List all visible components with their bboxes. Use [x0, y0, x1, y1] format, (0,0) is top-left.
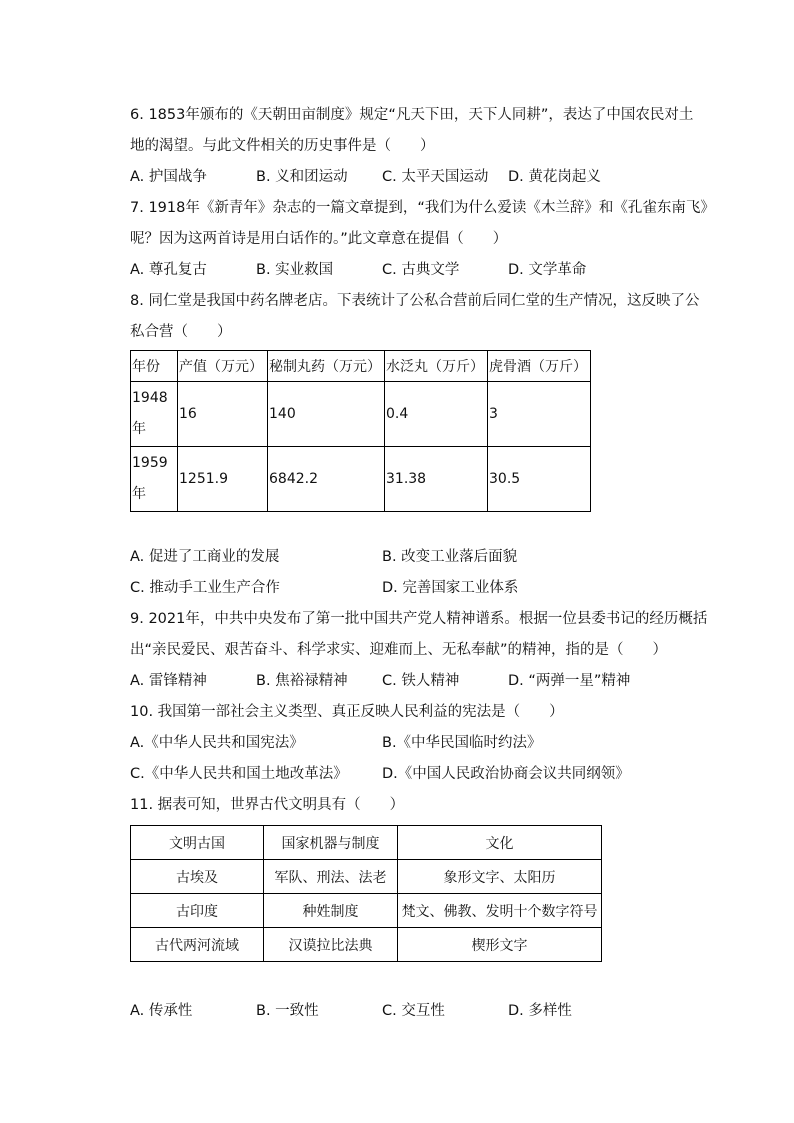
question-11: [130, 790, 690, 1027]
question-9: [130, 604, 708, 697]
option-a[interactable]: A. 护国战争: [130, 169, 207, 185]
year-cell: [131, 447, 178, 512]
table-row: [131, 860, 602, 894]
question-11-options: [130, 996, 690, 1027]
option-a[interactable]: A. 尊孔复古: [130, 262, 207, 278]
question-9-options: [130, 666, 690, 697]
question-7-text-line-2: 呢？因为这两首诗是用白话作的。”此文章意在提倡（ ）: [130, 231, 508, 247]
question-10-options-row-1: [130, 728, 690, 759]
header-cell: 年份: [131, 351, 178, 382]
table-header-row: [131, 351, 591, 382]
table-row: [131, 447, 591, 512]
header-cell: 国家机器与制度: [264, 826, 398, 860]
question-10-text: 10. 我国第一部社会主义类型、真正反映人民利益的宪法是（ ）: [130, 704, 564, 720]
option-d[interactable]: D. 完善国家工业体系: [382, 580, 519, 596]
option-a[interactable]: A. 传承性: [130, 1003, 193, 1019]
table-header-row: [131, 826, 602, 860]
option-a[interactable]: A. 雷锋精神: [130, 673, 207, 689]
table-cell: 0.4: [385, 382, 488, 447]
table-cell: 1251.9: [178, 447, 268, 512]
option-b[interactable]: B.《中华民国临时约法》: [382, 735, 542, 751]
header-cell: 水泛丸（万斤）: [385, 351, 488, 382]
question-6-text-line-2: 地的渴望。与此文件相关的历史事件是（ ）: [130, 138, 435, 154]
table-cell: 军队、刑法、法老: [264, 860, 398, 894]
option-b[interactable]: B. 改变工业落后面貌: [382, 549, 518, 565]
table-cell: 汉谟拉比法典: [264, 928, 398, 962]
question-7-options: [130, 255, 690, 286]
table-cell: 140: [268, 382, 385, 447]
option-d[interactable]: D. “两弹一星”精神: [508, 673, 631, 689]
table-cell: 楔形文字: [398, 928, 602, 962]
table-cell: 种姓制度: [264, 894, 398, 928]
header-cell: 产值（万元）: [178, 351, 268, 382]
exam-page: [130, 100, 715, 1027]
table-cell: 30.5: [488, 447, 591, 512]
table-row: [131, 928, 602, 962]
question-7-text-line-1: 7. 1918年《新青年》杂志的一篇文章提到，“我们为什么爱读《木兰辞》和《孔雀东南飞》: [130, 200, 715, 216]
question-10-options-row-2: [130, 759, 690, 790]
option-b[interactable]: B. 义和团运动: [256, 169, 348, 185]
option-d[interactable]: D. 多样性: [508, 1003, 572, 1019]
option-b[interactable]: B. 焦裕禄精神: [256, 673, 348, 689]
header-cell: 秘制丸药（万元）: [268, 351, 385, 382]
option-d[interactable]: D. 文学革命: [508, 262, 587, 278]
option-c[interactable]: C. 铁人精神: [382, 673, 460, 689]
option-c[interactable]: C. 太平天国运动: [382, 169, 489, 185]
table-cell: 6842.2: [268, 447, 385, 512]
table-cell: 3: [488, 382, 591, 447]
table-cell: 古代两河流域: [131, 928, 264, 962]
option-d[interactable]: D.《中国人民政治协商会议共同纲领》: [382, 766, 630, 782]
question-8-text-line-2: 私合营（ ）: [130, 324, 232, 340]
table-cell: 31.38: [385, 447, 488, 512]
table-cell: 梵文、佛教、发明十个数字符号: [398, 894, 602, 928]
option-a[interactable]: A. 促进了工商业的发展: [130, 549, 280, 565]
question-9-text-line-1: 9. 2021年，中共中央发布了第一批中国共产党人精神谱系。根据一位县委书记的经历概括: [130, 611, 708, 627]
header-cell: 文明古国: [131, 826, 264, 860]
header-cell: 文化: [398, 826, 602, 860]
question-6-options: [130, 162, 690, 193]
production-table: [130, 350, 591, 512]
option-b[interactable]: B. 一致性: [256, 1003, 319, 1019]
table-cell: 象形文字、太阳历: [398, 860, 602, 894]
question-9-text-line-2: 出“亲民爱民、艰苦奋斗、科学求实、迎难而上、无私奉献”的精神，指的是（ ）: [130, 642, 668, 658]
table-row: [131, 894, 602, 928]
year-cell: [131, 382, 178, 447]
table-cell: 古印度: [131, 894, 264, 928]
option-c[interactable]: C.《中华人民共和国土地改革法》: [130, 766, 348, 782]
question-11-text: 11. 据表可知，世界古代文明具有（ ）: [130, 797, 405, 813]
year-unit: 年: [132, 486, 146, 502]
question-8-options-row-2: [130, 573, 690, 604]
question-6-text-line-1: 6. 1853年颁布的《天朝田亩制度》规定“凡天下田，天下人同耕”，表达了中国农民对土: [130, 107, 694, 123]
question-8: [130, 286, 700, 604]
table-cell: 古埃及: [131, 860, 264, 894]
year-value: 1948: [132, 390, 168, 406]
question-8-options-row-1: [130, 542, 690, 573]
question-8-text-line-1: 8. 同仁堂是我国中药名牌老店。下表统计了公私合营前后同仁堂的生产情况，这反映了公: [130, 293, 700, 309]
question-10: [130, 697, 690, 790]
option-a[interactable]: A.《中华人民共和国宪法》: [130, 735, 304, 751]
header-cell: 虎骨酒（万斤）: [488, 351, 591, 382]
year-value: 1959: [132, 455, 168, 471]
question-6: [130, 100, 694, 193]
option-c[interactable]: C. 古典文学: [382, 262, 460, 278]
option-c[interactable]: C. 交互性: [382, 1003, 445, 1019]
option-c[interactable]: C. 推动手工业生产合作: [130, 580, 280, 596]
civilization-table: [130, 825, 602, 962]
year-unit: 年: [132, 421, 146, 437]
table-cell: 16: [178, 382, 268, 447]
question-7: [130, 193, 715, 286]
option-b[interactable]: B. 实业救国: [256, 262, 334, 278]
table-row: [131, 382, 591, 447]
option-d[interactable]: D. 黄花岗起义: [508, 169, 601, 185]
